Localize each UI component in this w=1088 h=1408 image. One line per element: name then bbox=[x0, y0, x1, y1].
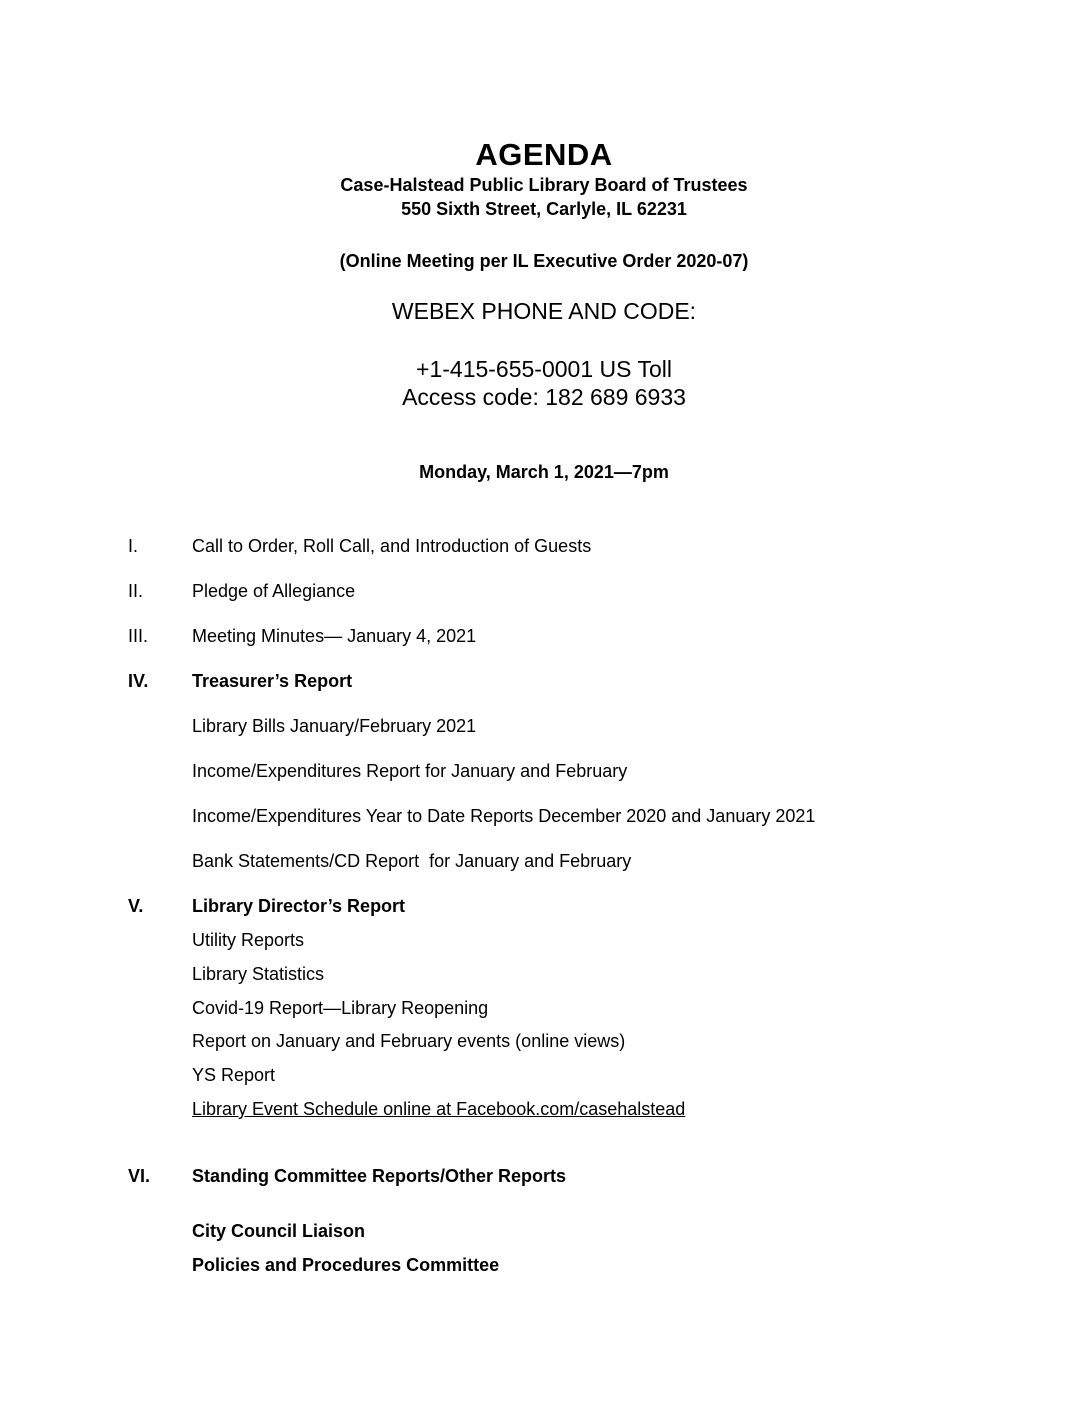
organization-name: Case-Halstead Public Library Board of Trustees bbox=[340, 175, 748, 195]
agenda-subitem: City Council Liaison bbox=[192, 1221, 366, 1241]
agenda-item-number: I. bbox=[128, 536, 139, 556]
agenda-item-number: VI. bbox=[128, 1166, 151, 1186]
agenda-item-label: Library Director’s Report bbox=[192, 896, 406, 916]
agenda-subitem: Income/Expenditures Report for January and February bbox=[192, 761, 628, 781]
agenda-item-label: Pledge of Allegiance bbox=[192, 581, 356, 601]
agenda-item-number: IV. bbox=[128, 671, 149, 691]
agenda-subitem: Policies and Procedures Committee bbox=[192, 1255, 500, 1275]
agenda-subitem: YS Report bbox=[192, 1065, 276, 1085]
agenda-item-label: Call to Order, Roll Call, and Introduction of Guests bbox=[192, 536, 592, 556]
webex-label: WEBEX PHONE AND CODE: bbox=[391, 298, 697, 324]
agenda-subitem: Bank Statements/CD Report for January and February bbox=[192, 851, 632, 871]
agenda-item-label: Meeting Minutes— January 4, 2021 bbox=[192, 626, 477, 646]
agenda-subitem: Report on January and February events (online views) bbox=[192, 1031, 626, 1051]
agenda-item-label: Standing Committee Reports/Other Reports bbox=[192, 1166, 567, 1186]
agenda-item-label: Treasurer’s Report bbox=[192, 671, 353, 691]
agenda-subitem: Income/Expenditures Year to Date Reports December 2020 and January 2021 bbox=[192, 806, 816, 826]
agenda-subitem: Library Bills January/February 2021 bbox=[192, 716, 477, 736]
webex-access-code: Access code: 182 689 6933 bbox=[402, 384, 686, 410]
agenda-subitem: Covid-19 Report—Library Reopening bbox=[192, 998, 489, 1018]
agenda-subitem: Utility Reports bbox=[192, 930, 305, 950]
online-meeting-note: (Online Meeting per IL Executive Order 2020-07) bbox=[339, 251, 749, 271]
organization-address: 550 Sixth Street, Carlyle, IL 62231 bbox=[401, 199, 687, 219]
page-title: AGENDA bbox=[475, 137, 613, 172]
agenda-subitem: Library Statistics bbox=[192, 964, 325, 984]
webex-phone: +1-415-655-0001 US Toll bbox=[416, 356, 672, 382]
meeting-date: Monday, March 1, 2021—7pm bbox=[419, 462, 669, 482]
agenda-item-number: V. bbox=[128, 896, 144, 916]
agenda-item-number: II. bbox=[128, 581, 144, 601]
agenda-item-number: III. bbox=[128, 626, 149, 646]
facebook-event-link[interactable]: Library Event Schedule online at Facebook.com/casehalstead bbox=[192, 1099, 686, 1119]
